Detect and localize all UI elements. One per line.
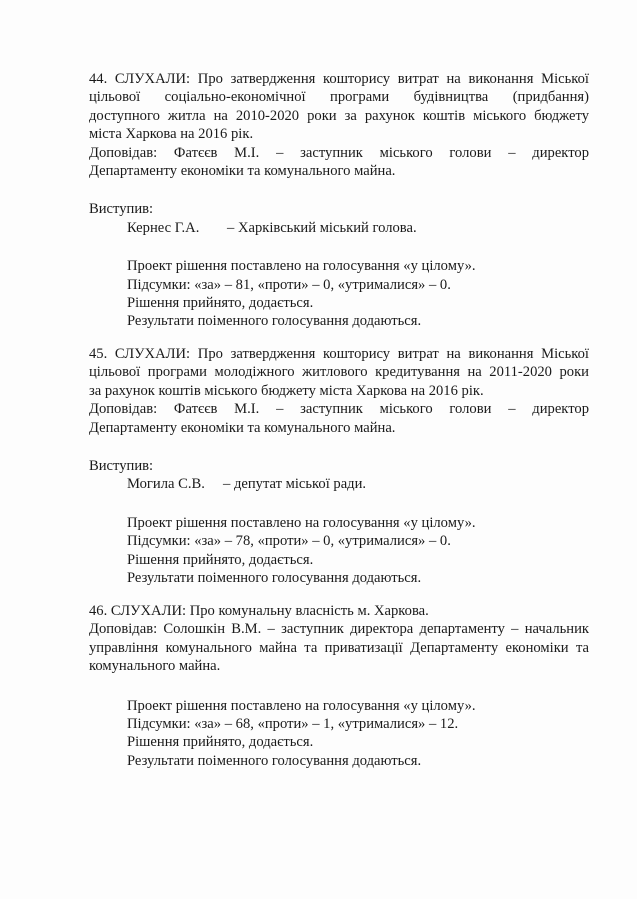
roll-call-note: Результати поіменного голосування додаються. — [127, 570, 422, 587]
speaker-name: Кернес Г.А. — [127, 219, 200, 236]
decision: Рішення прийнято, додається. — [127, 551, 314, 568]
speaker-entry — [89, 475, 589, 493]
reporter-line: Департаменту економіки та комунального майна. — [89, 419, 396, 436]
vote-results: Підсумки: «за» – 78, «проти» – 0, «утрималися» – 0. — [127, 533, 451, 550]
vote-put: Проект рішення поставлено на голосування «у цілому». — [127, 514, 476, 531]
heading-line: за рахунок коштів міського бюджету міста Харкова на 2016 рік. — [89, 382, 484, 399]
vote-results: Підсумки: «за» – 81, «проти» – 0, «утрималися» – 0. — [127, 276, 451, 293]
heading-line: міста Харкова на 2016 рік. — [89, 126, 254, 143]
reporter-line: Доповідав: Фатєєв М.І. – заступник міського голови – директор — [89, 144, 589, 161]
reporter-line: управління комунального майна та приватизації Департаменту економіки та — [89, 639, 589, 656]
agenda-item-46 — [89, 602, 589, 770]
heading-line: доступного житла на 2010-2020 роки за рахунок коштів міського бюджету — [89, 107, 589, 124]
heading-line: 45. СЛУХАЛИ: Про затвердження кошторису витрат на виконання Міської — [89, 346, 589, 362]
reporter-line: Департаменту економіки та комунального майна. — [89, 163, 396, 180]
speaker-name: Могила С.В. — [127, 476, 205, 493]
agenda-item-45 — [89, 345, 589, 587]
reporter-line: комунального майна. — [89, 658, 221, 675]
vote-put: Проект рішення поставлено на голосування «у цілому». — [127, 697, 476, 714]
heading-line: цільової соціально-економічної програми будівництва (придбання) — [89, 89, 589, 106]
heading-line: цільової програми молодіжного житлового кредитування на 2011-2020 роки — [89, 364, 589, 381]
agenda-item-44 — [89, 70, 589, 331]
heading-line: 46. СЛУХАЛИ: Про комунальну власність м. Харкова. — [89, 603, 429, 619]
speakers-label: Виступив: — [89, 458, 154, 475]
roll-call-note: Результати поіменного голосування додаються. — [127, 752, 422, 769]
reporter-line: Доповідав: Фатєєв М.І. – заступник міського голови – директор — [89, 401, 589, 418]
vote-results: Підсумки: «за» – 68, «проти» – 1, «утрималися» – 12. — [127, 716, 459, 733]
speaker-role: – депутат міської ради. — [223, 476, 367, 493]
speakers-label: Виступив: — [89, 201, 154, 218]
speaker-entry — [89, 219, 589, 237]
roll-call-note: Результати поіменного голосування додаються. — [127, 313, 422, 330]
speaker-role: – Харківський міський голова. — [227, 219, 417, 236]
reporter-line: Доповідав: Солошкін В.М. – заступник директора департаменту – начальник — [89, 621, 589, 638]
vote-put: Проект рішення поставлено на голосування «у цілому». — [127, 258, 476, 275]
decision: Рішення прийнято, додається. — [127, 734, 314, 751]
heading-line: 44. СЛУХАЛИ: Про затвердження кошторису витрат на виконання Міської — [89, 71, 589, 87]
decision: Рішення прийнято, додається. — [127, 295, 314, 312]
